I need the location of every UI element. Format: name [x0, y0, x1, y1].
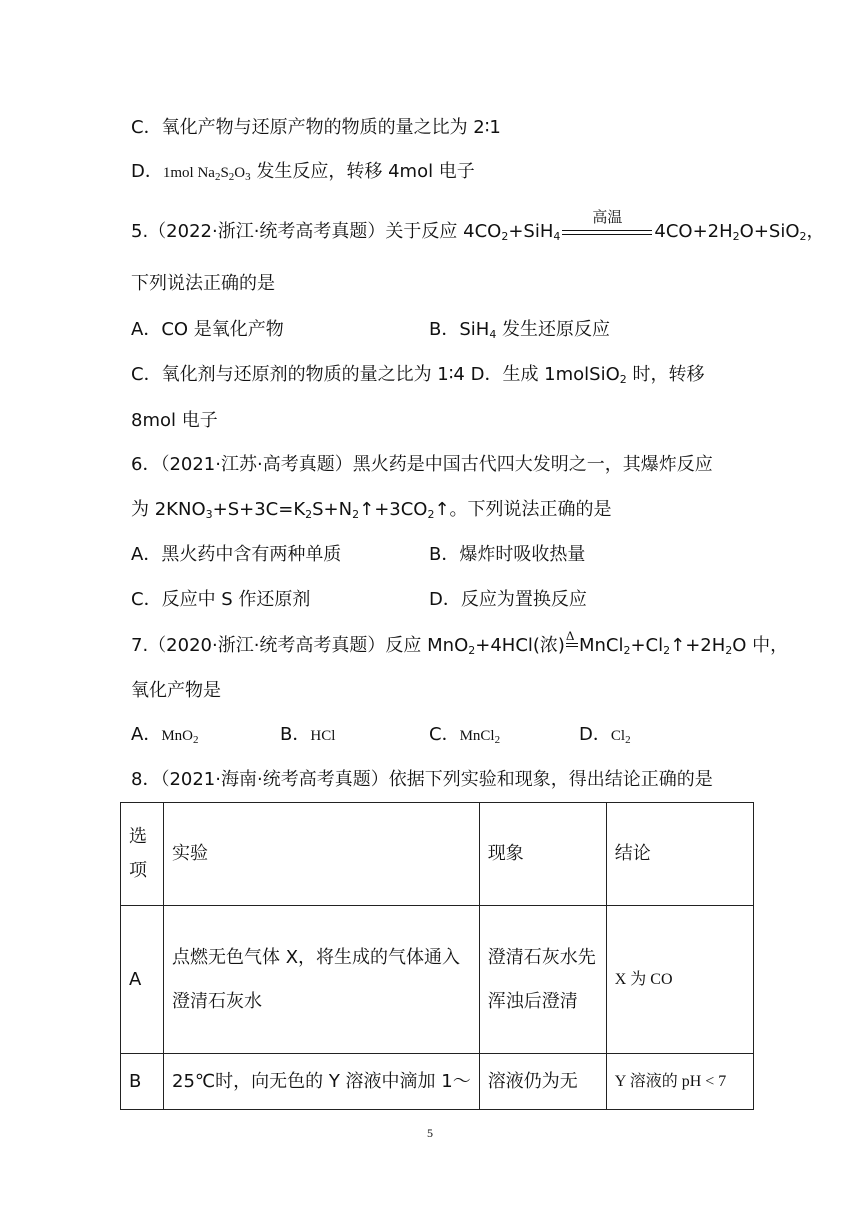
- subscript: 2: [725, 644, 733, 657]
- row-a-conclusion: X 为 CO: [606, 906, 753, 1054]
- q4-option-d: [131, 159, 475, 186]
- subscript: 2: [427, 508, 435, 521]
- subscript: 2: [732, 230, 740, 243]
- stem-part: MnCl: [578, 635, 624, 656]
- q7-option-a: [131, 722, 199, 749]
- q6-option-c: C．反应中 S 作还原剂: [131, 589, 311, 610]
- q5-option-a: A．CO 是氧化产物: [131, 319, 284, 340]
- q6-stem-line2: [131, 497, 612, 523]
- q6-option-a: A．黑火药中含有两种单质: [131, 544, 342, 565]
- row-a-phenomenon: 澄清石灰水先浑浊后澄清: [479, 906, 606, 1054]
- page-number: 5: [427, 1126, 433, 1140]
- stem-part: 4CO+2H: [654, 221, 733, 242]
- option-text: B．SiH: [429, 319, 490, 340]
- option-text: 发生反应，转移 4mol 电子: [250, 161, 475, 182]
- subscript: 2: [214, 171, 221, 183]
- row-b-phenomenon: 溶液仍为无: [479, 1054, 606, 1110]
- stem-part: +S+3C=K: [212, 499, 306, 520]
- row-a-experiment: 点燃无色气体 X，将生成的气体通入澄清石灰水: [164, 906, 480, 1054]
- option-text: C．氧化剂与还原剂的物质的量之比为 1∶4 D．生成 1molSiO: [131, 364, 620, 385]
- header-experiment: 实验: [164, 803, 480, 906]
- stem-part: ↑。下列说法正确的是: [434, 499, 612, 520]
- subscript: 3: [245, 171, 251, 183]
- stem-part: 7.（2020·浙江·统考高考真题）反应 MnO: [131, 635, 469, 656]
- q7-option-b-formula: HCl: [310, 728, 336, 744]
- q8-stem: 8．（2021·海南·统考高考真题）依据下列实验和现象，得出结论正确的是: [131, 769, 713, 790]
- row-b-experiment: 25℃时，向无色的 Y 溶液中滴加 1～: [164, 1054, 480, 1110]
- option-text: 发生还原反应: [496, 319, 611, 340]
- stem-part: +Cl: [630, 635, 664, 656]
- table-row: [121, 906, 754, 1054]
- q7-option-b: [280, 722, 335, 749]
- condition-label: 高温: [592, 210, 623, 226]
- stem-part: +SiH: [508, 221, 554, 242]
- subscript: 2: [193, 734, 199, 746]
- subscript: 3: [205, 508, 213, 521]
- q6-option-b: B．爆炸时吸收热量: [429, 544, 586, 565]
- row-a-option: A: [121, 906, 164, 1054]
- subscript: 2: [494, 734, 501, 746]
- stem-part: ，: [806, 221, 825, 242]
- formula-part: Cl: [610, 728, 626, 744]
- delta-symbol: Δ: [565, 628, 575, 643]
- q5-option-c-d: [131, 362, 705, 388]
- experiment-table: [120, 802, 754, 1110]
- subscript: 2: [352, 508, 360, 521]
- formula-part: 1mol Na: [162, 165, 215, 181]
- subscript: 2: [799, 230, 807, 243]
- q4-option-c: C．氧化产物与还原产物的物质的量之比为 2∶1: [131, 117, 501, 138]
- q7-option-d-formula: [611, 728, 631, 744]
- formula-part: O: [234, 165, 246, 181]
- subscript: 2: [501, 230, 509, 243]
- stem-part: 5.（2022·浙江·统考高考真题）关于反应 4CO: [131, 221, 502, 242]
- row-b-option: B: [121, 1054, 164, 1110]
- stem-part: O 中，: [732, 635, 789, 656]
- header-option: 选项: [121, 803, 164, 906]
- header-phenomenon: 现象: [479, 803, 606, 906]
- equals-bar-top: [566, 643, 578, 644]
- subscript: 2: [228, 171, 235, 183]
- option-label: C．: [429, 724, 460, 745]
- table-header-row: [121, 803, 754, 906]
- subscript: 2: [625, 734, 631, 746]
- header-conclusion: 结论: [606, 803, 753, 906]
- formula-part: MnCl: [459, 728, 495, 744]
- q7-stem: [131, 628, 789, 659]
- row-b-conclusion: Y 溶液的 pH < 7: [606, 1054, 753, 1110]
- q7-option-c: [429, 722, 500, 749]
- subscript: 2: [468, 644, 476, 657]
- q7-option-c-formula: [460, 728, 501, 744]
- heating-equals-sign: [565, 628, 579, 659]
- q5-option-d-cont: 8mol 电子: [131, 410, 218, 431]
- q5-option-b: [429, 317, 610, 343]
- stem-part: S+N: [312, 499, 353, 520]
- q6-option-d: D．反应为置换反应: [429, 589, 587, 610]
- equals-bar-bottom: [562, 234, 652, 235]
- subscript: 4: [489, 328, 497, 341]
- equals-bar-bottom: [566, 646, 578, 647]
- q4-formula: [163, 165, 251, 181]
- option-label: A．: [131, 724, 162, 745]
- subscript: 2: [619, 373, 627, 386]
- q6-stem: 6．（2021·江苏·高考真题）黑火药是中国古代四大发明之一，其爆炸反应: [131, 454, 713, 475]
- subscript: 2: [305, 508, 313, 521]
- option-label: D．: [579, 724, 611, 745]
- stem-part: ↑+2H: [670, 635, 726, 656]
- stem-part: 为 2KNO: [131, 499, 206, 520]
- stem-part: O+SiO: [739, 221, 800, 242]
- formula-part: MnO: [161, 728, 193, 744]
- q5-stem-line2: 下列说法正确的是: [131, 273, 275, 294]
- stem-part: ↑+3CO: [359, 499, 428, 520]
- subscript: 2: [623, 644, 631, 657]
- subscript: 2: [663, 644, 671, 657]
- reaction-condition-arrow: [560, 210, 654, 245]
- option-text: 时，转移: [626, 364, 705, 385]
- equals-bar-top: [562, 230, 652, 231]
- q7-option-d: [579, 722, 631, 749]
- q5-stem: [131, 210, 825, 245]
- stem-part: +4HCl(浓): [475, 635, 565, 656]
- q7-stem-line2: 氧化产物是: [131, 680, 221, 701]
- table-row: [121, 1054, 754, 1110]
- option-label: B．: [280, 724, 311, 745]
- formula-part: S: [220, 165, 229, 181]
- q7-option-a-formula: [161, 728, 198, 744]
- option-label: D．: [131, 161, 163, 182]
- subscript: 4: [553, 230, 561, 243]
